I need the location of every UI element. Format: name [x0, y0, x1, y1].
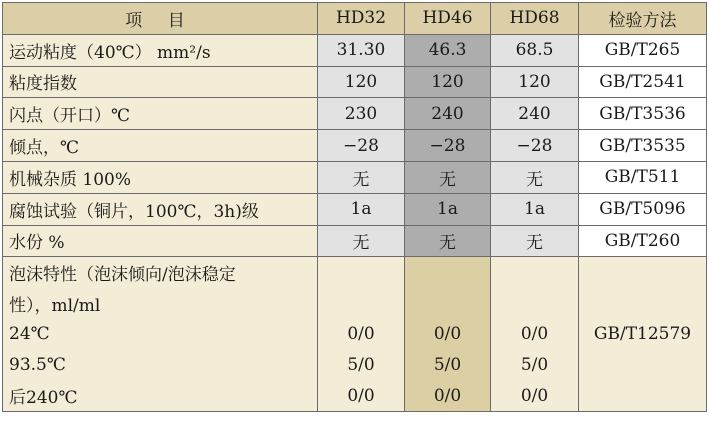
row-method: GB/T3536 — [579, 98, 707, 130]
row-item: 闪点（开口）℃ — [3, 98, 318, 130]
foam-title-line1: 泡沫特性（泡沫倾向/泡沫稳定 — [3, 257, 318, 288]
foam-temp: 后240℃ — [3, 381, 318, 412]
row-hd68: 1a — [491, 193, 579, 225]
row-hd46: −28 — [405, 130, 491, 162]
header-hd68: HD68 — [491, 3, 579, 35]
foam-method: GB/T12579 — [579, 257, 707, 412]
row-item: 机械杂质 100% — [3, 161, 318, 193]
foam-hd32: 0/0 — [318, 381, 405, 412]
spec-table — [2, 2, 707, 412]
row-hd46: 240 — [405, 98, 491, 130]
row-hd68: 无 — [491, 225, 579, 257]
header-method: 检验方法 — [579, 3, 707, 35]
row-hd68: 无 — [491, 161, 579, 193]
row-method: GB/T511 — [579, 161, 707, 193]
foam-hd32: 5/0 — [318, 350, 405, 381]
row-method: GB/T3535 — [579, 130, 707, 162]
foam-hd68: 5/0 — [491, 350, 579, 381]
row-item: 粘度指数 — [3, 66, 318, 98]
row-item: 水份 % — [3, 225, 318, 257]
header-hd46: HD46 — [405, 3, 491, 35]
foam-hd46: 0/0 — [405, 381, 491, 412]
row-method: GB/T265 — [579, 34, 707, 66]
row-hd46: 46.3 — [405, 34, 491, 66]
row-method: GB/T2541 — [579, 66, 707, 98]
row-hd32: 无 — [318, 161, 405, 193]
row-item: 运动粘度（40℃） mm²/s — [3, 34, 318, 66]
row-hd32: 31.30 — [318, 34, 405, 66]
row-hd32: 无 — [318, 225, 405, 257]
row-hd68: 120 — [491, 66, 579, 98]
row-hd46: 无 — [405, 225, 491, 257]
header-item: 项 目 — [3, 3, 318, 35]
foam-hd68: 0/0 — [491, 319, 579, 350]
foam-row — [3, 257, 707, 288]
row-item: 腐蚀试验（铜片，100℃，3h)级 — [3, 193, 318, 225]
row-method: GB/T260 — [579, 225, 707, 257]
table-row — [3, 66, 707, 98]
foam-hd46: 0/0 — [405, 319, 491, 350]
table-row — [3, 98, 707, 130]
row-hd46: 无 — [405, 161, 491, 193]
table-row — [3, 161, 707, 193]
header-hd32: HD32 — [318, 3, 405, 35]
table-row — [3, 130, 707, 162]
row-hd68: 68.5 — [491, 34, 579, 66]
row-hd46: 1a — [405, 193, 491, 225]
foam-title-line2: 性），ml/ml — [3, 288, 318, 319]
foam-hd46: 5/0 — [405, 350, 491, 381]
row-hd32: 1a — [318, 193, 405, 225]
foam-temp: 24℃ — [3, 319, 318, 350]
row-hd46: 120 — [405, 66, 491, 98]
foam-hd68: 0/0 — [491, 381, 579, 412]
row-item: 倾点，℃ — [3, 130, 318, 162]
table-row — [3, 34, 707, 66]
table-row — [3, 193, 707, 225]
foam-temp: 93.5℃ — [3, 350, 318, 381]
foam-hd32: 0/0 — [318, 319, 405, 350]
header-row — [3, 3, 707, 35]
table-row — [3, 225, 707, 257]
row-hd68: 240 — [491, 98, 579, 130]
row-hd32: 230 — [318, 98, 405, 130]
row-hd32: 120 — [318, 66, 405, 98]
row-method: GB/T5096 — [579, 193, 707, 225]
row-hd68: −28 — [491, 130, 579, 162]
row-hd32: −28 — [318, 130, 405, 162]
